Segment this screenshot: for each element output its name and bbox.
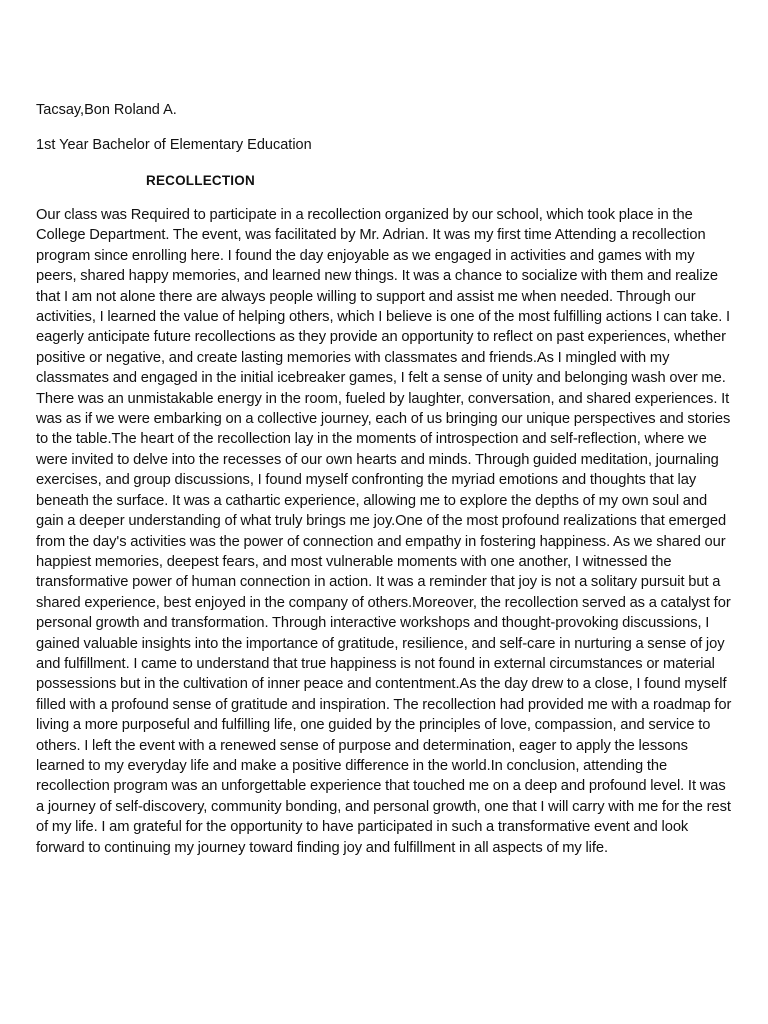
course-line: 1st Year Bachelor of Elementary Education xyxy=(36,137,312,153)
essay-body: Our class was Required to participate in a recollection organized by our school, which took place in the College Department. The event, was facilitated by Mr. Adrian. It was my first time Attending a recollection program since enrolling here. I found the day enjoyable as we engaged in activities and games with my peers, shared happy memories, and learned new things. It was a chance to socialize with them and realize that I am not alone there are always people willing to support and assist me when needed. Through our activities, I learned the value of helping others, which I believe is one of the most fulfilling actions I can take. I eagerly anticipate future recollections as they provide an opportunity to reflect on past experiences, whether positive or negative, and create lasting memories with classmates and friends.As I mingled with my classmates and engaged in the initial icebreaker games, I felt a sense of unity and belonging wash over me. There was an unmistakable energy in the room, fueled by laughter, conversation, and shared experiences. It was as if we were embarking on a collective journey, each of us bringing our unique perspectives and stories to the table.The heart of the recollection lay in the moments of introspection and self-reflection, where we were invited to delve into the recesses of our own hearts and minds. Through guided meditation, journaling exercises, and group discussions, I found myself confronting the myriad emotions and thoughts that lay beneath the surface. It was a cathartic experience, allowing me to explore the depths of my own soul and gain a deeper understanding of what truly brings me joy.One of the most profound realizations that emerged from the day's activities was the power of connection and empathy in fostering happiness. As we shared our happiest memories, deepest fears, and most vulnerable moments with one another, I witnessed the transformative power of human connection in action. It was a reminder that joy is not a solitary pursuit but a shared experience, best enjoyed in the company of others.Moreover, the recollection served as a catalyst for personal growth and transformation. Through interactive workshops and thought-provoking discussions, I gained valuable insights into the importance of gratitude, resilience, and self-care in nurturing a sense of joy and fulfillment. I came to understand that true happiness is not found in external circumstances or material possessions but in the cultivation of inner peace and contentment.As the day drew to a close, I found myself filled with a profound sense of gratitude and inspiration. The recollection had provided me with a roadmap for living a more purposeful and fulfilling life, one guided by the principles of love, compassion, and service to others. I left the event with a renewed sense of purpose and determination, eager to apply the lessons learned to my everyday life and make a positive difference in the world.In conclusion, attending the recollection program was an unforgettable experience that touched me on a deep and profound level. It was a journey of self-discovery, community bonding, and personal growth, one that I will carry with me for the rest of my life. I am grateful for the opportunity to have participated in such a transformative event and look forward to continuing my journey toward finding joy and fulfillment in all aspects of my life. xyxy=(36,207,732,856)
author-name: Tacsay,Bon Roland A. xyxy=(36,102,177,118)
document-title: RECOLLECTION xyxy=(146,173,255,188)
